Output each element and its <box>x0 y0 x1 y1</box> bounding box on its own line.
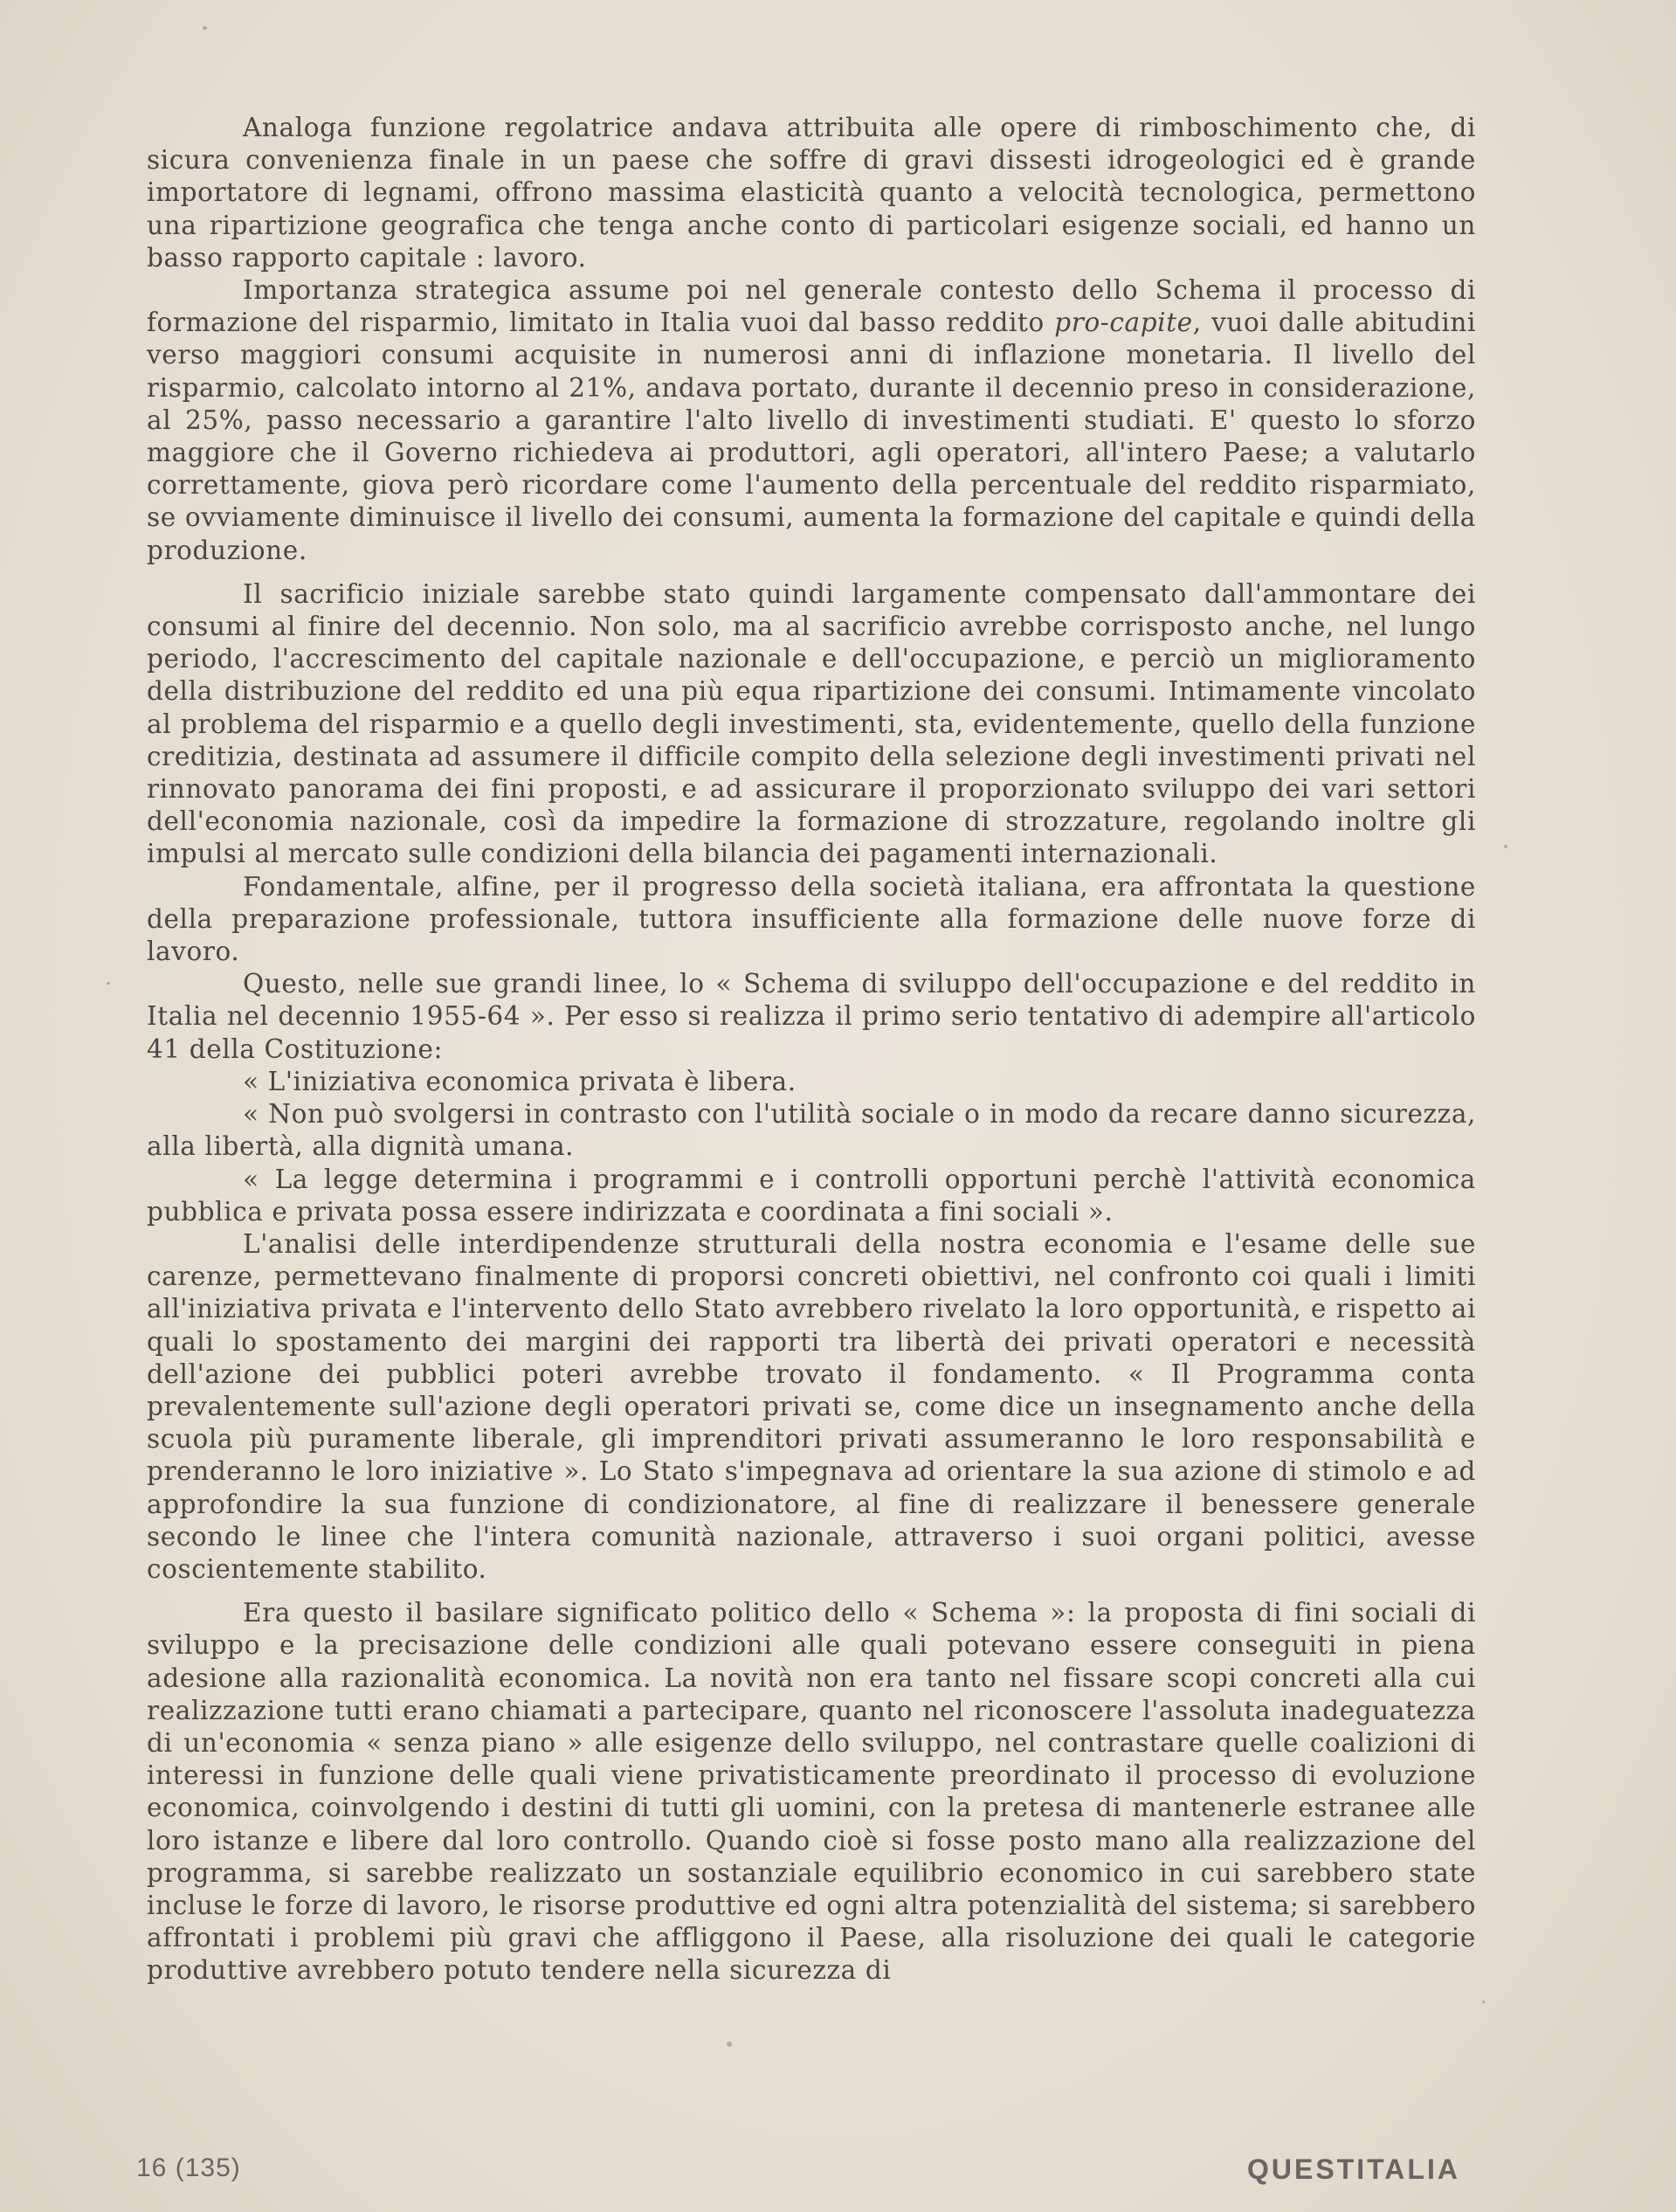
quote-article-41-line-1: « L'iniziativa economica privata è libera. <box>243 1066 797 1096</box>
quote-article-41-line-3: « La legge determina i programmi e i controlli opportuni perchè l'attività economica pubblica e privata possa essere indirizzata e coordinata a fini sociali ». <box>147 1164 1476 1227</box>
article-body <box>147 112 1476 1987</box>
paragraph-political-meaning: Era questo il basilare significato politico dello « Schema »: la proposta di fini sociali di sviluppo e la precisazione delle condizioni alle quali potevano essere conseguiti in piena adesione alla razionalità economica. La novità non era tanto nel fissare scopi concreti alla cui realizzazione tutti erano chiamati a partecipare, quanto nel riconoscere l'assoluta inadeguatezza di un'economia « senza piano » alle esigenze dello sviluppo, nel contrastare quelle coalizioni di interessi in funzione delle quali viene privatisticamente preordinato il processo di evoluzione economica, coinvolgendo i destini di tutti gli uomini, con la pretesa di mantenerle estranee alle loro istanze e libere dal loro controllo. Quando cioè si fosse posto mano alla realizzazione del programma, si sarebbe realizzato un sostanziale equilibrio economico in cui sarebbero state incluse le forze di lavoro, le risorse produttive ed ogni altra potenzialità del sistema; si sarebbero affrontati i problemi più gravi che affliggono il Paese, alla risoluzione dei quali le categorie produttive avrebbero potuto tendere nella sicurezza di <box>147 1598 1476 1986</box>
paragraph-savings-start: Importanza strategica assume poi nel generale contesto dello Schema il processo di formazione del risparmio, limitato in Italia vuoi dal basso reddito <box>147 275 1476 338</box>
paragraph-sacrifice: Il sacrificio iniziale sarebbe stato quindi largamente compensato dall'ammontare dei consumi al finire del decennio. Non solo, ma al sacrificio avrebbe corrisposto anche, nel lungo periodo, l'accrescimento del capitale nazionale e dell'occupazione, e perciò un miglioramento della distribuzione del reddito ed una più equa ripartizione dei consumi. Intimamente vincolato al problema del risparmio e a quello degli investimenti, sta, evidentemente, quello della funzione creditizia, destinata ad assumere il difficile compito della selezione degli investimenti privati nel rinnovato panorama dei fini proposti, e ad assicurare il proporzionato sviluppo dei vari settori dell'economia nazionale, così da impedire la formazione di strozzature, regolando inoltre gli impulsi al mercato sulle condizioni della bilancia dei pagamenti internazionali. <box>147 578 1476 869</box>
paragraph-savings-end: , vuoi dalle abitudini verso maggiori consumi acquisite in numerosi anni di inflazione monetaria. Il livello del risparmio, calcolato intorno al 21%, andava portato, durante il decennio preso in considerazione, al 25%, passo necessario a garantire l'alto livello di investimenti studiati. E' questo lo sforzo maggiore che il Governo richiedeva ai produttori, agli operatori, all'intero Paese; a valutarlo correttamente, giova però ricordare come l'aumento della percentuale del reddito risparmiato, se ovviamente diminuisce il livello dei consumi, aumenta la formazione del capitale e quindi della produzione. <box>147 308 1476 565</box>
paper-speck <box>1482 2001 1485 2003</box>
page-number: 16 (135) <box>136 2153 241 2182</box>
paragraph-reforestation: Analoga funzione regolatrice andava attribuita alle opere di rimboschimento che, di sicura convenienza finale in un paese che soffre di gravi dissesti idrogeologici ed è grande importatore di legnami, offrono massima elasticità quanto a velocità tecnologica, permettono una ripartizione geografica che tenga anche conto di particolari esigenze sociali, ed hanno un basso rapporto capitale : lavoro. <box>147 113 1476 273</box>
paper-speck <box>107 982 110 985</box>
paper-speck <box>1504 845 1507 848</box>
paragraph-schema-summary: Questo, nelle sue grandi linee, lo « Schema di sviluppo dell'occupazione e del reddito in Italia nel decennio 1955-64 ». Per esso si realizza il primo serio tentativo di adempire all'articolo 41 della Costituzione: <box>147 969 1476 1064</box>
quote-article-41-line-2: « Non può svolgersi in contrasto con l'utilità sociale o in modo da recare danno sicurezza, alla libertà, alla dignità umana. <box>147 1099 1476 1162</box>
paragraph-professional-training: Fondamentale, alfine, per il progresso della società italiana, era affrontata la questione della preparazione professionale, tuttora insufficiente alla formazione delle nuove forze di lavoro. <box>147 871 1476 967</box>
paper-speck <box>727 2042 732 2047</box>
paragraph-structural-analysis: L'analisi delle interdipendenze strutturali della nostra economia e l'esame delle sue carenze, permettevano finalmente di proporsi concreti obiettivi, nel confronto coi quali i limiti all'iniziativa privata e l'intervento dello Stato avrebbero rivelato la loro opportunità, e rispetto ai quali lo spostamento dei margini dei rapporti tra libertà dei privati operatori e necessità dell'azione dei pubblici poteri avrebbe trovato il fondamento. « Il Programma conta prevalentemente sull'azione degli operatori privati se, come dice un insegnamento anche della scuola più puramente liberale, gli imprenditori privati assumeranno le loro responsabilità e prenderanno le loro iniziative ». Lo Stato s'impegnava ad orientare la sua azione di stimolo e ad approfondire la sua funzione di condizionatore, al fine di realizzare il benessere generale secondo le linee che l'intera comunità nazionale, attraverso i suoi organi politici, avesse coscientemente stabilito. <box>147 1228 1476 1584</box>
publication-name: QUESTITALIA <box>1247 2153 1460 2185</box>
emphasis-pro-capite: pro-capite <box>1054 308 1193 338</box>
paragraph-savings <box>147 274 1476 567</box>
paper-speck <box>203 26 207 30</box>
